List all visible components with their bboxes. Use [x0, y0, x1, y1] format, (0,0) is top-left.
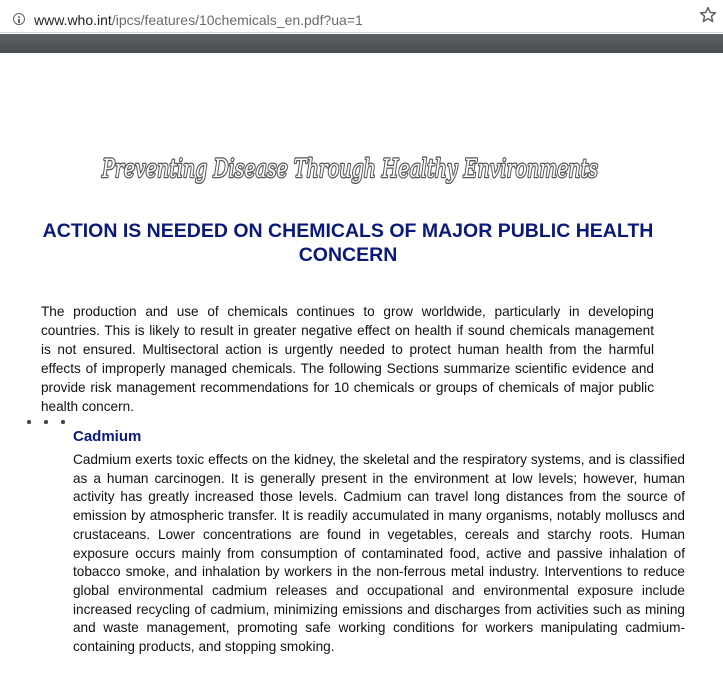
intro-paragraph: The production and use of chemicals continues to grow worldwide, particularly in developing countries. This is likely to result in greater negative effect on health if sound chemicals management is not ensured. Multisectoral action is urgently needed to protect human health from the harmful effects of improperly managed chemicals. The following Sections summarize scientific evidence and provide risk management recommendations for 10 chemicals or groups of chemicals of major public health concern. [41, 304, 654, 414]
bullet-dots-icon [27, 420, 73, 428]
url-field[interactable] [4, 4, 696, 29]
address-bar [0, 0, 723, 33]
pdf-page[interactable] [0, 53, 723, 678]
page-title: ACTION IS NEEDED ON CHEMICALS OF MAJOR PUBLIC HEALTH CONCERN [42, 220, 654, 266]
section-title-cadmium: Cadmium [73, 428, 142, 445]
banner-title [100, 153, 600, 189]
section-body-cadmium: Cadmium exerts toxic effects on the kidney, the skeletal and the respiratory systems, and is classified as a human carcinogen. It is generally present in the environment at low levels; however, human activity has greatly increased those levels. Cadmium can travel long distances from the source of emission by atmospheric transfer. It is readily accumulated in many organisms, notably molluscs and crustaceans. Lower concentrations are found in vegetables, cereals and starchy roots. Human exposure occurs mainly from consumption of contaminated food, active and passive inhalation of tobacco smoke, and inhalation by workers in the non-ferrous metal industry. Interventions to reduce global environmental cadmium releases and occupational and environmental exposure include increased recycling of cadmium, minimizing emissions and discharges from activities such as mining and waste management, promoting safe working conditions for workers manipulating cadmium-containing products, and stopping smoking. [73, 452, 685, 655]
url-host: www.who.int [34, 12, 112, 28]
banner-title-text: Preventing Disease Through Healthy Environments [101, 154, 598, 183]
pdf-viewer-toolbar [0, 34, 723, 53]
bookmark-star-icon[interactable] [698, 5, 718, 25]
url-text[interactable] [34, 12, 363, 28]
url-path: /ipcs/features/10chemicals_en.pdf?ua=1 [111, 12, 363, 28]
info-icon[interactable] [13, 13, 25, 25]
